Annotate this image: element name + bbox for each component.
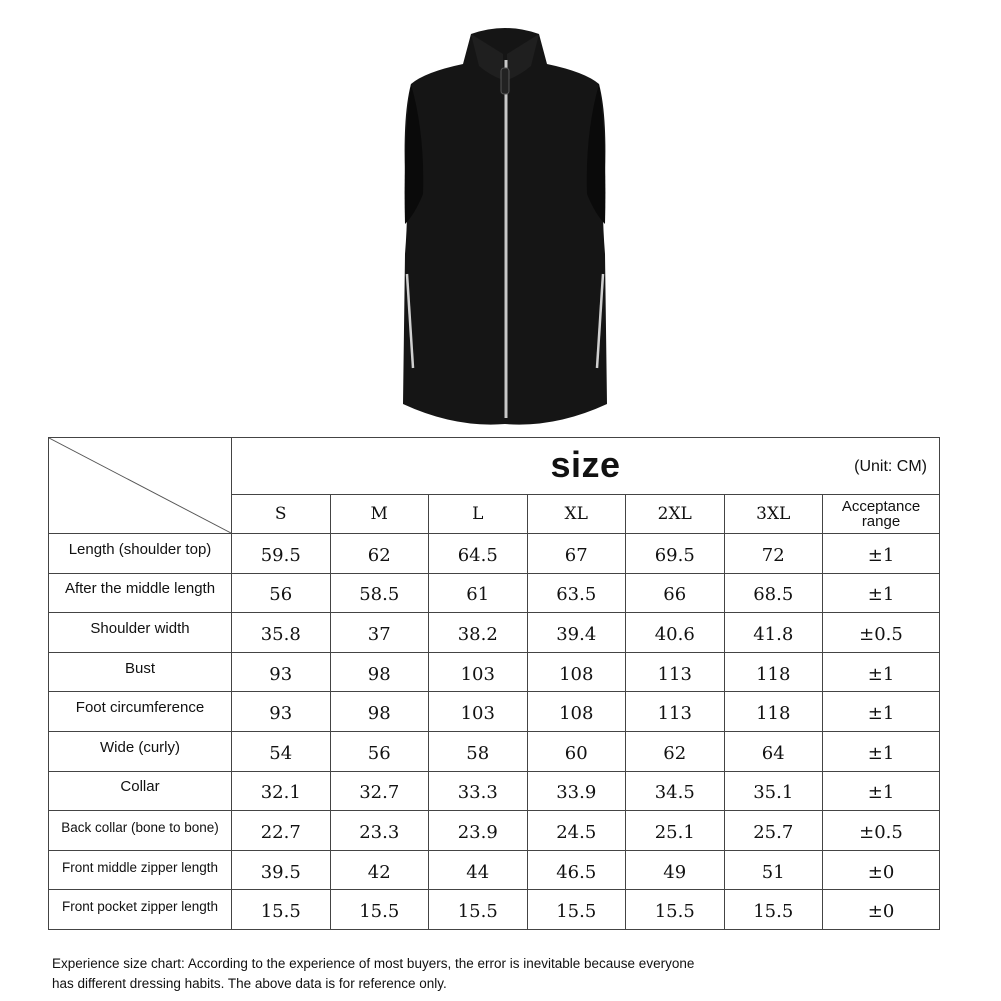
- size-header: 3XL: [724, 495, 823, 534]
- acceptance-cell: ±1: [823, 573, 940, 613]
- table-row: [49, 890, 940, 930]
- value-cell: 61: [429, 573, 528, 613]
- value-cell: 35.1: [724, 771, 823, 811]
- value-cell: 23.9: [429, 811, 528, 851]
- value-cell: 72: [724, 534, 823, 574]
- acceptance-cell: ±1: [823, 534, 940, 574]
- note-line: has different dressing habits. The above data is for reference only.: [52, 976, 447, 991]
- value-cell: 39.5: [232, 850, 331, 890]
- value-cell: 68.5: [724, 573, 823, 613]
- value-cell: 41.8: [724, 613, 823, 653]
- diagonal-corner-cell: [49, 438, 232, 534]
- table-title: size: [550, 444, 621, 485]
- table-row: [49, 850, 940, 890]
- acceptance-cell: ±1: [823, 652, 940, 692]
- value-cell: 60: [527, 731, 626, 771]
- value-cell: 25.7: [724, 811, 823, 851]
- value-cell: 25.1: [626, 811, 725, 851]
- acceptance-cell: ±0: [823, 890, 940, 930]
- row-label: Length (shoulder top): [49, 534, 232, 574]
- value-cell: 32.7: [330, 771, 429, 811]
- size-header: L: [429, 495, 528, 534]
- row-label: Wide (curly): [49, 731, 232, 771]
- value-cell: 15.5: [724, 890, 823, 930]
- value-cell: 35.8: [232, 613, 331, 653]
- value-cell: 58.5: [330, 573, 429, 613]
- value-cell: 38.2: [429, 613, 528, 653]
- row-label: After the middle length: [49, 573, 232, 613]
- value-cell: 63.5: [527, 573, 626, 613]
- acceptance-cell: ±0.5: [823, 613, 940, 653]
- value-cell: 113: [626, 652, 725, 692]
- value-cell: 62: [330, 534, 429, 574]
- value-cell: 51: [724, 850, 823, 890]
- value-cell: 23.3: [330, 811, 429, 851]
- value-cell: 64: [724, 731, 823, 771]
- row-label: Back collar (bone to bone): [49, 811, 232, 851]
- row-label: Foot circumference: [49, 692, 232, 732]
- value-cell: 49: [626, 850, 725, 890]
- value-cell: 42: [330, 850, 429, 890]
- table-row: [49, 613, 940, 653]
- value-cell: 15.5: [429, 890, 528, 930]
- acceptance-cell: ±1: [823, 731, 940, 771]
- row-label: Collar: [49, 771, 232, 811]
- value-cell: 15.5: [626, 890, 725, 930]
- value-cell: 108: [527, 652, 626, 692]
- acceptance-cell: ±0.5: [823, 811, 940, 851]
- value-cell: 66: [626, 573, 725, 613]
- row-label: Front pocket zipper length: [49, 890, 232, 930]
- value-cell: 62: [626, 731, 725, 771]
- value-cell: 44: [429, 850, 528, 890]
- value-cell: 22.7: [232, 811, 331, 851]
- acceptance-header-line: Acceptance: [841, 498, 921, 515]
- row-label: Front middle zipper length: [49, 850, 232, 890]
- value-cell: 39.4: [527, 613, 626, 653]
- value-cell: 40.6: [626, 613, 725, 653]
- value-cell: 64.5: [429, 534, 528, 574]
- value-cell: 118: [724, 692, 823, 732]
- unit-label: (Unit: CM): [854, 458, 928, 475]
- table-row: [49, 811, 940, 851]
- size-header: XL: [527, 495, 626, 534]
- table-row: [49, 692, 940, 732]
- title-row: [49, 438, 940, 495]
- table-row: [49, 731, 940, 771]
- size-note: [52, 954, 812, 994]
- value-cell: 103: [429, 692, 528, 732]
- value-cell: 56: [232, 573, 331, 613]
- size-header: 2XL: [626, 495, 725, 534]
- value-cell: 24.5: [527, 811, 626, 851]
- value-cell: 46.5: [527, 850, 626, 890]
- value-cell: 37: [330, 613, 429, 653]
- value-cell: 58: [429, 731, 528, 771]
- acceptance-header-line: range: [861, 513, 901, 530]
- value-cell: 33.9: [527, 771, 626, 811]
- table-row: [49, 652, 940, 692]
- value-cell: 54: [232, 731, 331, 771]
- value-cell: 15.5: [330, 890, 429, 930]
- value-cell: 118: [724, 652, 823, 692]
- row-label: Shoulder width: [49, 613, 232, 653]
- value-cell: 33.3: [429, 771, 528, 811]
- value-cell: 98: [330, 652, 429, 692]
- value-cell: 15.5: [527, 890, 626, 930]
- size-header: M: [330, 495, 429, 534]
- value-cell: 32.1: [232, 771, 331, 811]
- table-row: [49, 534, 940, 574]
- value-cell: 103: [429, 652, 528, 692]
- value-cell: 67: [527, 534, 626, 574]
- black-fleece-vest-icon: [385, 24, 625, 428]
- value-cell: 15.5: [232, 890, 331, 930]
- row-label: Bust: [49, 652, 232, 692]
- vest-image: [385, 24, 625, 428]
- value-cell: 93: [232, 692, 331, 732]
- value-cell: 113: [626, 692, 725, 732]
- value-cell: 56: [330, 731, 429, 771]
- acceptance-cell: ±0: [823, 850, 940, 890]
- table-row: [49, 771, 940, 811]
- size-header: S: [232, 495, 331, 534]
- acceptance-cell: ±1: [823, 771, 940, 811]
- acceptance-cell: ±1: [823, 692, 940, 732]
- value-cell: 59.5: [232, 534, 331, 574]
- table-row: [49, 573, 940, 613]
- title-cell: [232, 438, 940, 495]
- value-cell: 34.5: [626, 771, 725, 811]
- value-cell: 93: [232, 652, 331, 692]
- note-line: Experience size chart: According to the experience of most buyers, the error is inevitable because everyone: [52, 956, 695, 971]
- value-cell: 98: [330, 692, 429, 732]
- value-cell: 108: [527, 692, 626, 732]
- value-cell: 69.5: [626, 534, 725, 574]
- acceptance-range-header: [823, 495, 940, 534]
- size-chart-table: [48, 437, 940, 930]
